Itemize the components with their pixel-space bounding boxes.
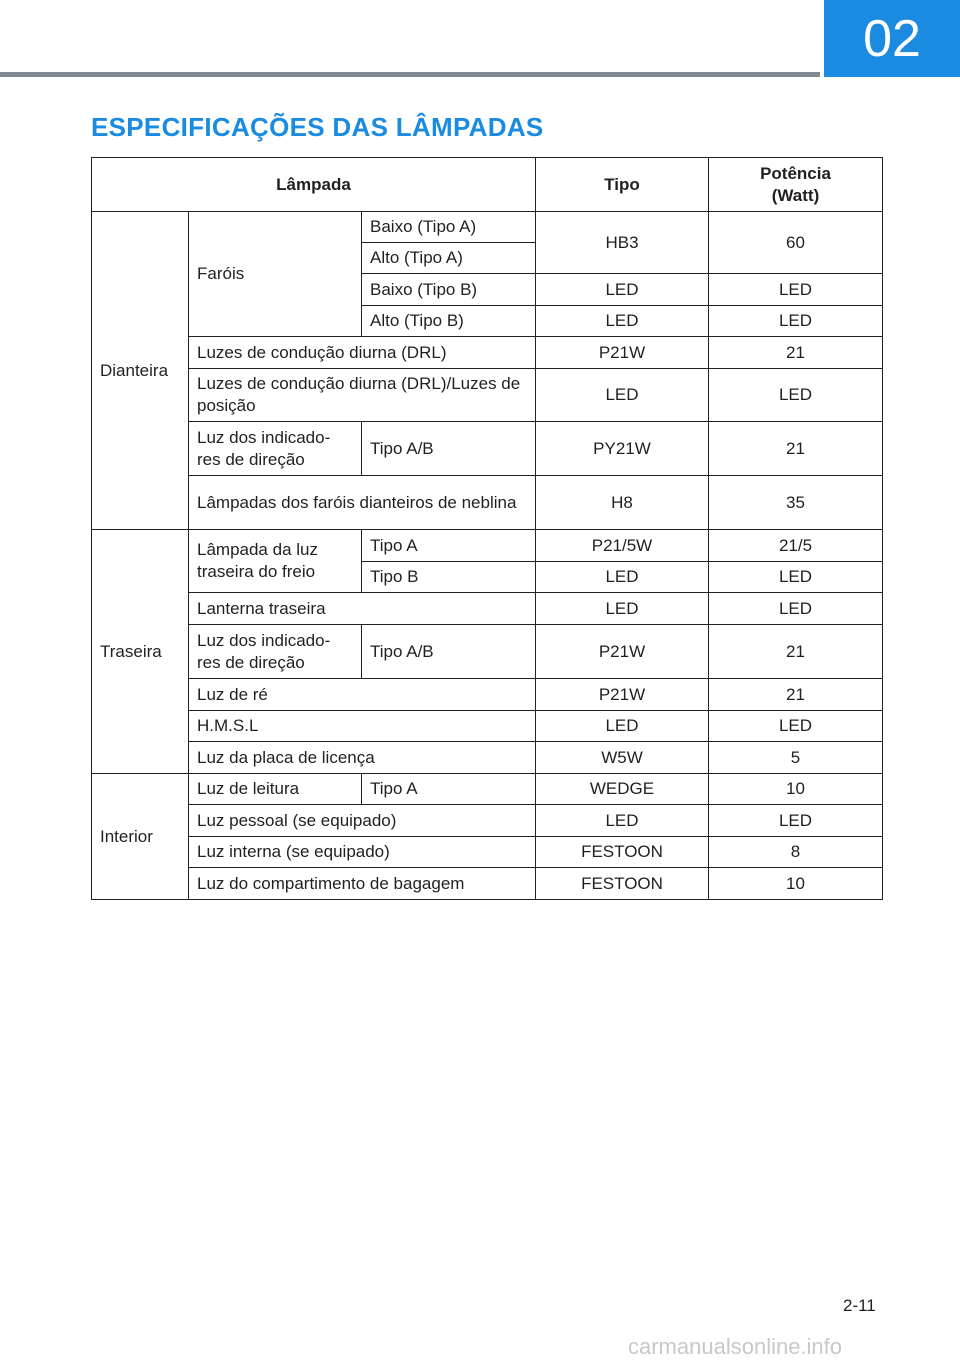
cell-stop-a-sub: Tipo A — [362, 530, 536, 562]
cell-interna: Luz interna (se equipado) — [189, 837, 536, 868]
cell-leitura: Luz de leitura — [189, 774, 362, 805]
cell-bagagem-potencia: 10 — [709, 868, 883, 900]
group-traseira: Traseira — [92, 530, 189, 774]
cell-bagagem: Luz do compartimento de bagagem — [189, 868, 536, 900]
cell-drl-pos: Luzes de condução diurna (DRL)/Luzes de posição — [189, 369, 536, 422]
cell-pessoal-tipo: LED — [536, 805, 709, 837]
table-row — [92, 369, 883, 422]
cell-bagagem-tipo: FESTOON — [536, 868, 709, 900]
cell-baixo-b: Baixo (Tipo B) — [362, 274, 536, 306]
cell-leitura-potencia: 10 — [709, 774, 883, 805]
table-header-row — [92, 158, 883, 212]
page-number: 2-11 — [843, 1296, 876, 1315]
cell-placa: Luz da placa de licença — [189, 742, 536, 774]
cell-ind-front-sub: Tipo A/B — [362, 422, 536, 476]
table-row — [92, 212, 883, 243]
cell-lanterna-potencia: LED — [709, 593, 883, 625]
cell-alto-b-potencia: LED — [709, 306, 883, 337]
table-row — [92, 774, 883, 805]
cell-leitura-tipo: WEDGE — [536, 774, 709, 805]
cell-alto-b-tipo: LED — [536, 306, 709, 337]
cell-placa-tipo: W5W — [536, 742, 709, 774]
table-row — [92, 837, 883, 868]
table-row — [92, 711, 883, 742]
cell-ind-rear: Luz dos indicado-res de direção — [189, 625, 362, 679]
group-dianteira: Dianteira — [92, 212, 189, 530]
cell-hb3-tipo: HB3 — [536, 212, 709, 274]
header-potencia-line1: Potência — [760, 163, 831, 183]
cell-hb3-potencia: 60 — [709, 212, 883, 274]
cell-re-potencia: 21 — [709, 679, 883, 711]
bulb-spec-table — [91, 157, 883, 900]
table-row — [92, 422, 883, 476]
cell-stop-a-potencia: 21/5 — [709, 530, 883, 562]
table-row — [92, 337, 883, 369]
cell-lanterna: Lanterna traseira — [189, 593, 536, 625]
table-row — [92, 625, 883, 679]
section-title: ESPECIFICAÇÕES DAS LÂMPADAS — [91, 112, 544, 142]
cell-pessoal: Luz pessoal (se equipado) — [189, 805, 536, 837]
cell-baixo-b-potencia: LED — [709, 274, 883, 306]
table-row — [92, 679, 883, 711]
cell-hmsl-tipo: LED — [536, 711, 709, 742]
chapter-tab: 02 — [824, 0, 960, 77]
header-potencia-line2: (Watt) — [771, 185, 820, 205]
cell-stop-b-potencia: LED — [709, 562, 883, 593]
header-potencia — [709, 158, 883, 212]
cell-drl: Luzes de condução diurna (DRL) — [189, 337, 536, 369]
cell-hmsl: H.M.S.L — [189, 711, 536, 742]
cell-alto-a: Alto (Tipo A) — [362, 243, 536, 274]
cell-re-tipo: P21W — [536, 679, 709, 711]
cell-leitura-sub: Tipo A — [362, 774, 536, 805]
cell-ind-front: Luz dos indicado-res de direção — [189, 422, 362, 476]
cell-nevoa: Lâmpadas dos faróis dianteiros de neblina — [189, 476, 536, 530]
cell-ind-rear-tipo: P21W — [536, 625, 709, 679]
group-interior: Interior — [92, 774, 189, 900]
cell-drl-pos-tipo: LED — [536, 369, 709, 422]
cell-stop: Lâmpada da luz traseira do freio — [189, 530, 362, 593]
table-row — [92, 476, 883, 530]
table-row — [92, 742, 883, 774]
cell-pessoal-potencia: LED — [709, 805, 883, 837]
cell-baixo-b-tipo: LED — [536, 274, 709, 306]
cell-drl-potencia: 21 — [709, 337, 883, 369]
subgroup-farois: Faróis — [189, 212, 362, 337]
cell-nevoa-tipo: H8 — [536, 476, 709, 530]
cell-placa-potencia: 5 — [709, 742, 883, 774]
header-rule — [0, 72, 820, 77]
cell-baixo-a: Baixo (Tipo A) — [362, 212, 536, 243]
cell-drl-pos-potencia: LED — [709, 369, 883, 422]
header-lampada: Lâmpada — [92, 158, 536, 212]
cell-lanterna-tipo: LED — [536, 593, 709, 625]
table-row — [92, 530, 883, 562]
table-row — [92, 868, 883, 900]
cell-re: Luz de ré — [189, 679, 536, 711]
cell-interna-potencia: 8 — [709, 837, 883, 868]
cell-interna-tipo: FESTOON — [536, 837, 709, 868]
cell-ind-front-potencia: 21 — [709, 422, 883, 476]
cell-ind-rear-sub: Tipo A/B — [362, 625, 536, 679]
cell-ind-front-tipo: PY21W — [536, 422, 709, 476]
cell-ind-rear-potencia: 21 — [709, 625, 883, 679]
cell-drl-tipo: P21W — [536, 337, 709, 369]
table-row — [92, 805, 883, 837]
cell-nevoa-potencia: 35 — [709, 476, 883, 530]
cell-stop-b-sub: Tipo B — [362, 562, 536, 593]
cell-stop-b-tipo: LED — [536, 562, 709, 593]
cell-alto-b: Alto (Tipo B) — [362, 306, 536, 337]
header-tipo: Tipo — [536, 158, 709, 212]
watermark: carmanualsonline.info — [628, 1334, 843, 1359]
cell-stop-a-tipo: P21/5W — [536, 530, 709, 562]
table-row — [92, 593, 883, 625]
cell-hmsl-potencia: LED — [709, 711, 883, 742]
